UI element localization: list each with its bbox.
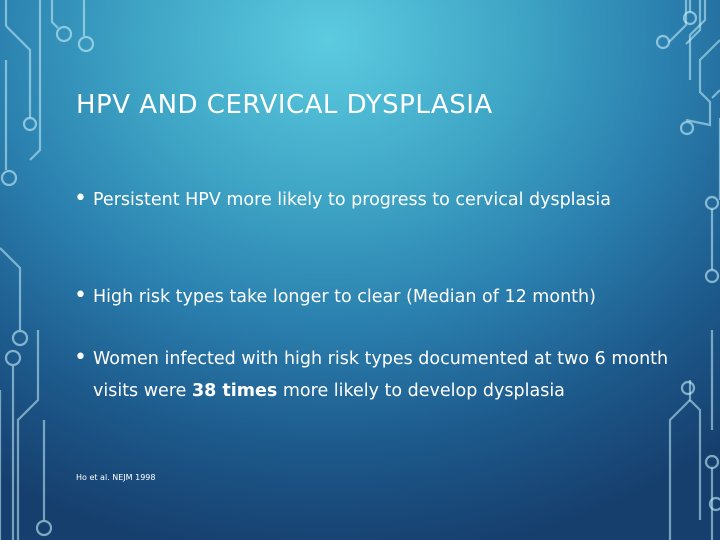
circuit-right bbox=[657, 0, 720, 540]
bullet-dot-icon: • bbox=[74, 345, 87, 370]
bullet-item bbox=[74, 343, 673, 407]
bullet-text: High risk types take longer to clear (Median of 12 month) bbox=[93, 287, 596, 307]
bullet-text-after: more likely to develop dysplasia bbox=[277, 381, 565, 401]
bullet-item bbox=[74, 184, 673, 216]
bullet-dot-icon: • bbox=[74, 283, 87, 308]
bullet-item bbox=[74, 281, 673, 313]
slide-title: HPV AND CERVICAL DYSPLASIA bbox=[76, 90, 493, 120]
bullet-text: Persistent HPV more likely to progress to cervical dysplasia bbox=[93, 190, 611, 210]
citation: Ho et al. NEJM 1998 bbox=[76, 473, 156, 482]
bullet-emphasis: 38 times bbox=[191, 381, 278, 401]
circuit-left bbox=[0, 0, 93, 540]
bullet-dot-icon: • bbox=[74, 186, 87, 211]
bullet-text-before: Women infected with high risk types documented at two 6 month visits were bbox=[93, 349, 669, 401]
